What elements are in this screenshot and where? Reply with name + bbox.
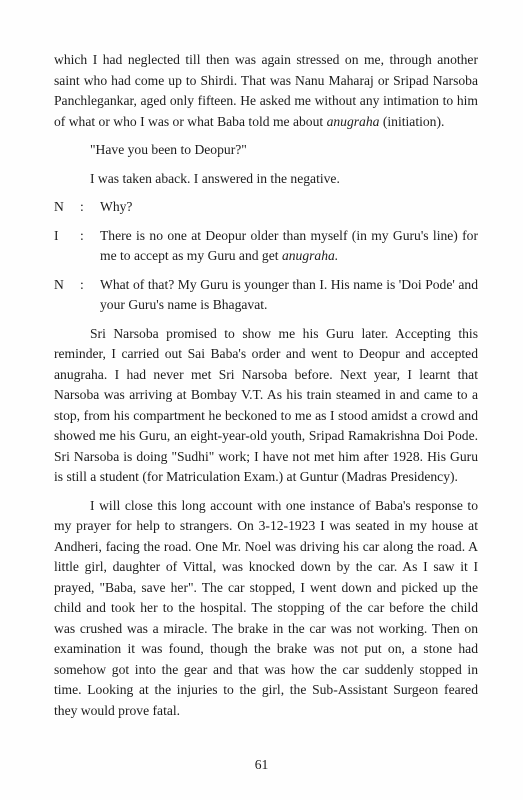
dialogue-text: There is no one at Deopur older than myself (in my Guru's line) for me to accept as my Guru and get anugraha.	[100, 227, 478, 263]
dialogue-line	[54, 197, 478, 218]
dialogue-colon: :	[80, 199, 84, 214]
paragraph-initiation-tail: (initiation).	[379, 113, 445, 129]
page-number: 61	[254, 757, 269, 772]
dialogue-speaker: I	[54, 227, 59, 243]
dialogue-colon: :	[80, 227, 84, 243]
dialogue-speaker: N	[54, 276, 64, 292]
dialogue-line	[54, 226, 478, 267]
anugraha-term: anugraha	[326, 113, 380, 129]
paragraph-car-incident: I will close this long account with one instance of Baba's response to my prayer for help to strangers. On 3-12-1923 I was seated in my house at Andheri, facing the road. One Mr. Noel was driving his car along the road. A little girl, daughter of Vittal, was knocked down by the car. As I saw it I prayed, "Baba, save her". The car stopped, I went down and picked up the child and took her to the hospital. The stopping of the car before the child was crushed was a miracle. The brake in the car was not working. Then on examination it was found, though the brake was not put on, a stone had somehow got into the gear and that was how the car suddenly stopped in time. Looking at the injuries to the girl, the Sub-Assistant Surgeon feared they would prove fatal.	[54, 497, 478, 718]
dialogue-colon: :	[80, 276, 84, 292]
paragraph-initiation	[54, 50, 478, 132]
paragraph-initiation-text: which I had neglected till then was again stressed on me, through another saint who had come up to Shirdi. That was Nanu Maharaj or Sripad Narsoba Panchlegankar, aged only fifteen. He asked me without any intimation to him of what or who I was or what Baba told me about	[54, 52, 478, 129]
paragraph-narsoba: Sri Narsoba promised to show me his Guru later. Accepting this reminder, I carried out Sai Baba's order and went to Deopur and accepted anugraha. I had never met Sri Narsoba before. Next year, I learnt that Narsoba was arriving at Bombay V.T. As his train steamed in and came to a stop, from his compartment he beckoned to me as I stood amidst a crowd and showed me his Guru, an eight-year-old youth, Sripad Ramakrishna Doi Pode. Sri Narsoba is doing "Sudhi" work; I have not met him after 1928. His Guru is still a student (for Matriculation Exam.) at Guntur (Madras Presidency).	[54, 325, 478, 484]
deopur-question: "Have you been to Deopur?"	[90, 142, 247, 157]
dialogue-text: What of that? My Guru is younger than I. His name is 'Doi Pode' and your Guru's name is Bhagavat.	[100, 276, 478, 312]
dialogue-line	[54, 275, 478, 316]
dialogue-speaker: N	[54, 199, 64, 214]
anugraha-term: anugraha.	[281, 248, 339, 263]
taken-aback-line: I was taken aback. I answered in the negative.	[90, 170, 340, 186]
dialogue-text: Why?	[100, 199, 133, 214]
